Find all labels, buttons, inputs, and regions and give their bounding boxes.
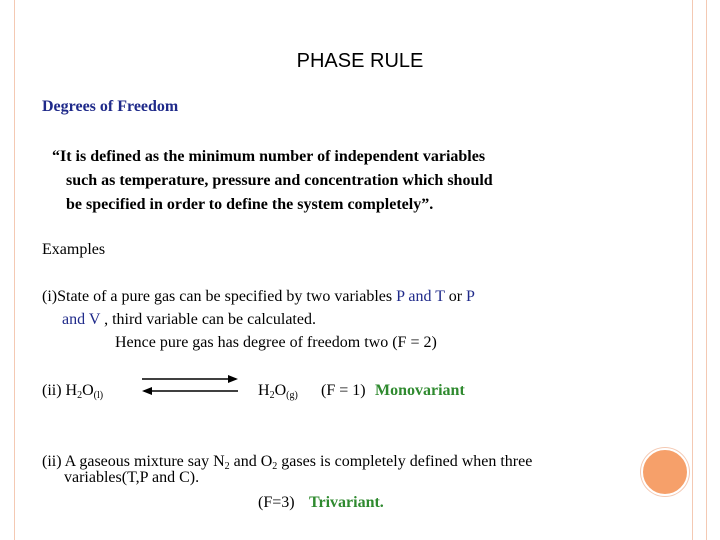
slide-title: PHASE RULE <box>296 50 424 72</box>
example2-product: $H_2O_{(g)}$ <box>258 382 298 401</box>
example1-line-3: Hence pure gas has degree of freedom two (F = 2) <box>115 334 437 351</box>
definition-line-3: be specified in order to define the system completely”. <box>66 196 434 213</box>
definition-line-2: such as temperature, pressure and concentration which should <box>66 172 493 189</box>
example1-text: (i)State of a pure gas can be specified by two variables <box>42 288 397 305</box>
definition-line-1: “It is defined as the minimum number of independent variables <box>52 148 486 165</box>
example1-line-2 <box>62 309 316 331</box>
right-frame-line-outer <box>706 0 707 540</box>
example1-variables-v: and V <box>62 311 101 328</box>
example3-label: Trivariant. <box>309 494 384 511</box>
example2-reactant: (ii) $H_2O_{(l)}$ <box>42 382 104 401</box>
example3-f-value: (F=3) <box>258 494 295 511</box>
examples-label: Examples <box>42 241 106 258</box>
decorative-circle <box>641 448 689 496</box>
example1-variables-pt: P and T <box>396 288 445 305</box>
example1-or: or <box>444 288 467 305</box>
example1-line-1 <box>42 286 475 308</box>
example1-variable-p: P <box>466 288 475 305</box>
example1-text-2: , third variable can be calculated. <box>100 311 316 328</box>
example3-line-2: variables(T,P and C). <box>64 469 200 486</box>
example3-line-1: (ii) A gaseous mixture say $N_2$ and $O_2$ gases is completely defined when three <box>42 453 533 472</box>
section-heading: Degrees of Freedom <box>42 98 179 115</box>
right-frame-line-inner <box>692 0 693 540</box>
equilibrium-arrows-icon <box>140 373 240 397</box>
example2-label: Monovariant <box>375 382 465 399</box>
left-frame-border <box>0 0 15 540</box>
example2-f-value: (F = 1) <box>321 382 366 399</box>
